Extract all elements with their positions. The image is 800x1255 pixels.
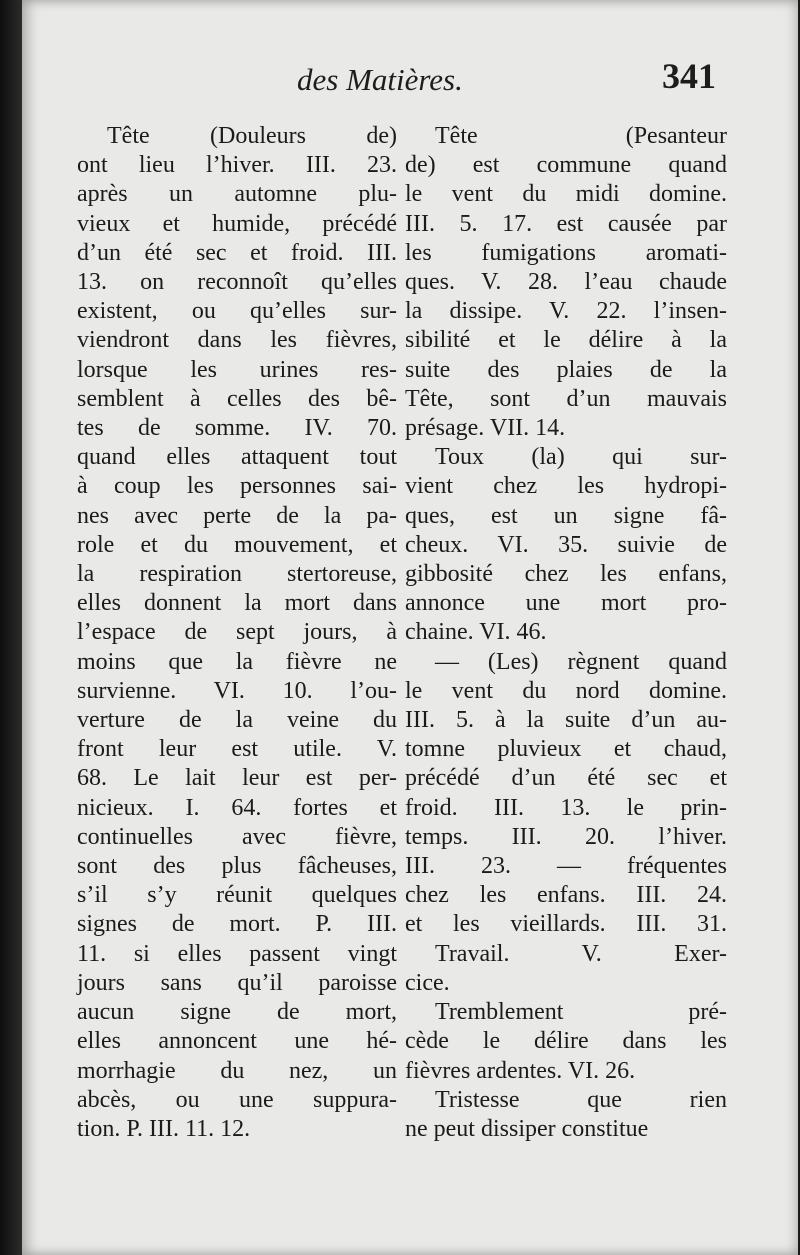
text-line: elles donnent la mort dans — [77, 590, 397, 617]
text-line: survienne. VI. 10. l’ou- — [77, 677, 397, 704]
text-line: précédé d’un été sec et — [405, 765, 727, 792]
text-line: tomne pluvieux et chaud, — [405, 736, 727, 763]
text-line: Tête (Pesanteur — [435, 123, 727, 149]
text-line: role et du mouvement, et — [77, 531, 397, 558]
text-line: Tête, sont d’un mauvais — [405, 385, 727, 412]
text-line: nicieux. I. 64. fortes et — [77, 794, 397, 821]
book-spine-shadow — [0, 0, 22, 1255]
text-line: tion. P. III. 11. 12. — [77, 1115, 251, 1142]
text-line: les fumigations aromati- — [405, 239, 727, 266]
text-line: III. 23. — fréquentes — [405, 853, 727, 880]
text-line: cice. — [405, 969, 450, 996]
text-line: chaine. VI. 46. — [405, 619, 547, 646]
text-line: gibbosité chez les enfans, — [405, 561, 727, 588]
text-line: Tristesse que rien — [435, 1086, 727, 1113]
text-line: moins que la fièvre ne — [77, 648, 397, 675]
text-line: vieux et humide, précédé — [77, 210, 397, 237]
text-line: et les vieillards. III. 31. — [405, 911, 727, 938]
text-line: cède le délire dans les — [405, 1028, 727, 1055]
text-line: le vent du midi domine. — [405, 181, 727, 208]
text-line: sibilité et le délire à la — [405, 327, 727, 354]
text-line: verture de la veine du — [77, 707, 397, 734]
text-line: semblent à celles des bê- — [77, 385, 397, 412]
text-line: l’espace de sept jours, à — [77, 619, 397, 646]
text-line: froid. III. 13. le prin- — [405, 794, 727, 821]
text-line: III. 5. à la suite d’un au- — [405, 707, 727, 734]
running-head: des Matières. — [297, 62, 463, 97]
text-line: temps. III. 20. l’hiver. — [405, 823, 727, 850]
text-line: 13. on reconnoît qu’elles — [77, 269, 397, 296]
text-line: morrhagie du nez, un — [77, 1057, 397, 1084]
text-line: le vent du nord domine. — [405, 677, 727, 704]
text-line: front leur est utile. V. — [77, 736, 397, 763]
text-line: 11. si elles passent vingt — [77, 940, 397, 967]
text-line: 68. Le lait leur est per- — [77, 765, 397, 792]
right-column — [405, 122, 727, 1144]
left-column — [77, 122, 397, 1144]
page-number: 341 — [662, 56, 716, 96]
text-line: — (Les) règnent quand — [435, 648, 727, 675]
text-line: continuelles avec fièvre, — [77, 823, 397, 850]
text-line: la dissipe. V. 22. l’insen- — [405, 298, 727, 325]
text-line: abcès, ou une suppura- — [77, 1086, 397, 1113]
text-line: cheux. VI. 35. suivie de — [405, 531, 727, 558]
text-line: existent, ou qu’elles sur- — [77, 298, 397, 325]
text-line: Tête (Douleurs de) — [107, 123, 397, 149]
text-line: quand elles attaquent tout — [77, 444, 397, 471]
text-line: tes de somme. IV. 70. — [77, 415, 397, 442]
text-line: ont lieu l’hiver. III. 23. — [77, 152, 397, 179]
text-line: présage. VII. 14. — [405, 415, 566, 442]
text-line: III. 5. 17. est causée par — [405, 210, 727, 237]
text-line: la respiration stertoreuse, — [77, 561, 397, 588]
text-line: lorsque les urines res- — [77, 356, 397, 383]
text-line: à coup les personnes sai- — [77, 473, 397, 500]
text-line: Toux (la) qui sur- — [435, 444, 727, 471]
text-line: ne peut dissiper constitue — [405, 1115, 649, 1142]
text-line: suite des plaies de la — [405, 356, 727, 383]
text-line: signes de mort. P. III. — [77, 911, 397, 938]
text-line: nes avec perte de la pa- — [77, 502, 397, 529]
book-page — [22, 0, 798, 1255]
text-line: d’un été sec et froid. III. — [77, 239, 397, 266]
text-line: de) est commune quand — [405, 152, 727, 179]
text-line: Tremblement pré- — [435, 999, 727, 1026]
text-line: Travail. V. Exer- — [435, 940, 727, 967]
text-line: après un automne plu- — [77, 181, 397, 208]
text-line: vient chez les hydropi- — [405, 473, 727, 500]
text-line: viendront dans les fièvres, — [77, 327, 397, 354]
text-line: jours sans qu’il paroisse — [77, 969, 397, 996]
text-line: aucun signe de mort, — [77, 999, 397, 1026]
text-line: s’il s’y réunit quelques — [77, 882, 397, 909]
text-line: annonce une mort pro- — [405, 590, 727, 617]
text-line: sont des plus fâcheuses, — [77, 853, 397, 880]
text-line: ques. V. 28. l’eau chaude — [405, 269, 727, 296]
text-line: fièvres ardentes. VI. 26. — [405, 1057, 636, 1084]
text-line: elles annoncent une hé- — [77, 1028, 397, 1055]
text-line: chez les enfans. III. 24. — [405, 882, 727, 909]
text-line: ques, est un signe fâ- — [405, 502, 727, 529]
